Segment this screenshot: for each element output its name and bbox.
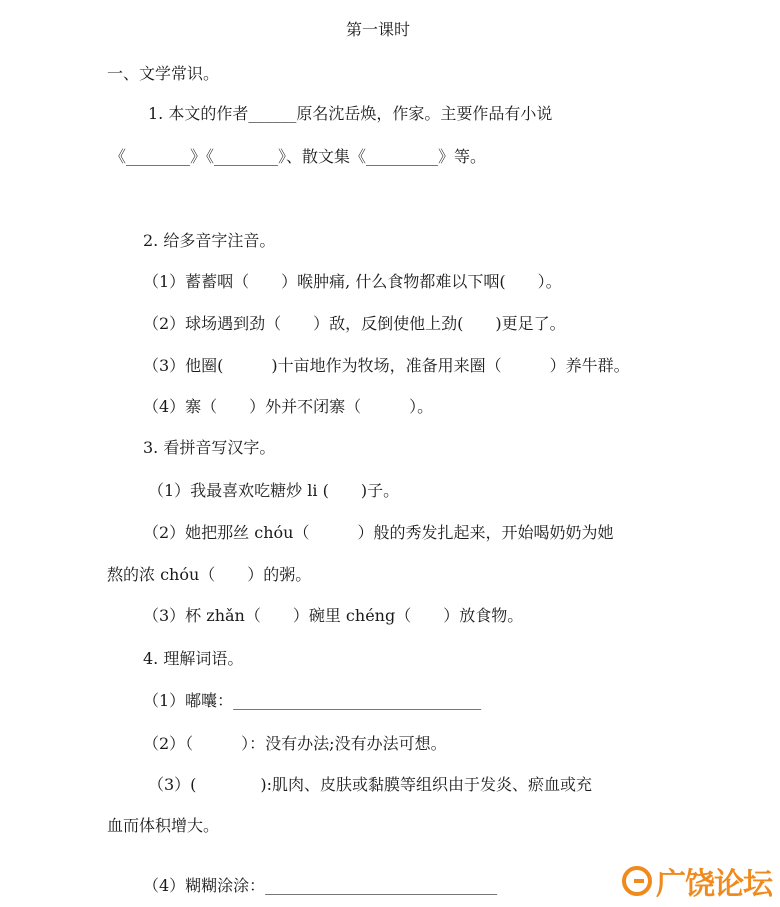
- question-3-item-3: （3）杯 zhǎn（ ）碗里 chéng（ ）放食物。: [143, 606, 524, 625]
- question-2-heading: 2. 给多音字注音。: [143, 231, 276, 250]
- question-2-item-2: （2）球场遇到劲（ ）敌，反倒使他上劲( )更足了。: [143, 314, 566, 333]
- question-4-item-4: （4）糊糊涂涂：_____________________________: [143, 876, 498, 895]
- question-3-item-1: （1）我最喜欢吃糖炒 li ( )子。: [148, 481, 400, 500]
- question-2-item-4: （4）寨（ ）外并不闭寨（ ）。: [143, 397, 434, 416]
- question-3-heading: 3. 看拼音写汉字。: [143, 438, 276, 457]
- page-title: 第一课时: [346, 20, 411, 39]
- question-1-line-1: 1. 本文的作者______原名沈岳焕，作家。主要作品有小说: [148, 104, 553, 123]
- question-3-item-2-cont: 熬的浓 chóu（ ）的粥。: [107, 565, 312, 584]
- question-4-item-3-cont: 血而体积增大。: [107, 816, 220, 835]
- question-4-item-1: （1）嘟囔：_______________________________: [143, 691, 482, 710]
- watermark-text: 广饶论坛: [656, 867, 772, 902]
- question-2-item-3: （3）他圈( )十亩地作为牧场，准备用来圈（ ）养牛群。: [143, 356, 630, 375]
- question-3-item-2: （2）她把那丝 chóu（ ）般的秀发扎起来，开始喝奶奶为她: [143, 523, 614, 542]
- question-2-item-1: （1）蓄蓄咽（ ）喉肿痛, 什么食物都难以下咽( ）。: [143, 272, 562, 291]
- watermark-logo-icon: [622, 866, 652, 896]
- question-4-heading: 4. 理解词语。: [143, 649, 244, 668]
- section-heading-literature: 一、文学常识。: [107, 64, 220, 83]
- question-4-item-2: （2）（ ）：没有办法;没有办法可想。: [143, 734, 447, 753]
- forum-watermark: [622, 861, 772, 901]
- question-4-item-3: （3）( ):肌肉、皮肤或黏膜等组织由于发炎、瘀血或充: [148, 775, 593, 794]
- question-1-line-2: 《________》《________》、散文集《_________》等。: [110, 147, 487, 166]
